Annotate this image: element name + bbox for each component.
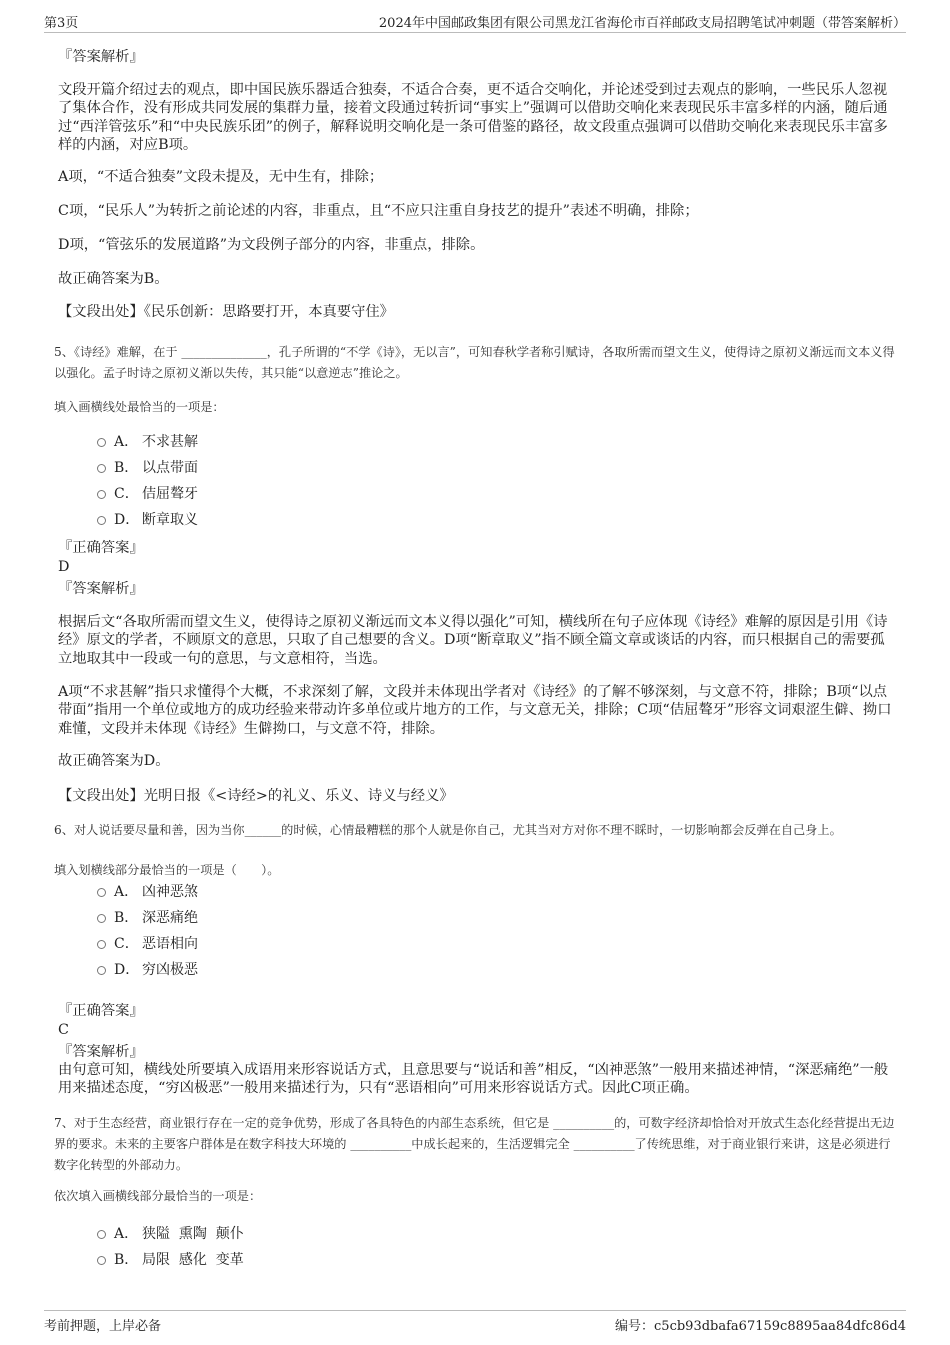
q6-analysis-heading: 『答案解析』 bbox=[58, 1044, 144, 1060]
q5-option-b[interactable]: B． 以点带面 bbox=[97, 459, 198, 477]
q4-analysis-option-c: C项，“民乐人”为转折之前论述的内容，非重点，且“不应只注重自身技艺的提升”表述不明确，排除； bbox=[58, 203, 699, 219]
radio-button-icon[interactable] bbox=[97, 464, 106, 473]
q6-option-c[interactable]: C． 恶语相向 bbox=[97, 935, 198, 953]
q5-option-d[interactable]: D． 断章取义 bbox=[97, 511, 198, 529]
radio-button-icon[interactable] bbox=[97, 1230, 106, 1239]
q5-analysis-options: A项“不求甚解”指只求懂得个大概，不求深刻了解，文段并未体现出学者对《诗经》的了解不够深刻，与文意不符，排除；B项“以点带面”指用一个单位或地方的成功经验来带动许多单位或片地方的工作，与文意无关，排除；C项“佶屈聱牙”形容文词艰涩生僻、拗口难懂，文段并未体现《诗经》生僻拗口，与文意不符，排除。 bbox=[58, 684, 892, 737]
q7-option-a[interactable]: A． 狭隘 熏陶 颠仆 bbox=[97, 1225, 244, 1243]
radio-button-icon[interactable] bbox=[97, 438, 106, 447]
q6-answer-heading: 『正确答案』 bbox=[58, 1003, 144, 1019]
q5-answer: D bbox=[58, 559, 70, 575]
radio-button-icon[interactable] bbox=[97, 888, 106, 897]
footer-slogan: 考前押题，上岸必备 bbox=[44, 1319, 162, 1334]
q4-analysis-option-d: D项，“管弦乐的发展道路”为文段例子部分的内容，非重点，排除。 bbox=[58, 237, 485, 253]
radio-button-icon[interactable] bbox=[97, 1256, 106, 1265]
q6-analysis-paragraph: 由句意可知，横线处所要填入成语用来形容说话方式，且意思要与“说话和善”相反，“凶神恶煞”一般用来描述神情，“深恶痛绝”一般用来描述态度，“穷凶极恶”一般用来描述行为，只有“恶语相向”可用来形容说话方式。因此C项正确。 bbox=[58, 1062, 889, 1097]
q4-conclusion: 故正确答案为B。 bbox=[58, 271, 169, 287]
q5-source: 【文段出处】光明日报《<诗经>的礼义、乐义、诗义与经义》 bbox=[58, 788, 454, 804]
q7-stem: 7、对于生态经营，商业银行存在一定的竞争优势，形成了各具特色的内部生态系统，但它是 __________的，可数字经济却恰恰对开放式生态化经营提出无边界的要求。未来的主要客户群体是在数字科技大环境的 __________中成长起来的，生活逻辑完全 __________了传统思维，对于商业银行来讲，这是必须进行数字化转型的外部动力。 bbox=[54, 1116, 895, 1172]
document-serial: 编号：c5cb93dbafa67159c8895aa84dfc86d4 bbox=[615, 1319, 906, 1334]
q5-stem: 5、《诗经》难解，在于 ______________，孔子所谓的“不学《诗》，无以言”，可知春秋学者称引赋诗，各取所需而望文生义，使得诗之原初义渐远而文本义得以强化。孟子时诗之原初义渐以失传，其只能“以意逆志”推论之。 bbox=[54, 345, 895, 380]
page-footer bbox=[44, 1310, 906, 1333]
radio-button-icon[interactable] bbox=[97, 914, 106, 923]
q5-conclusion: 故正确答案为D。 bbox=[58, 753, 170, 769]
q5-option-a[interactable]: A． 不求甚解 bbox=[97, 433, 198, 451]
q5-analysis-paragraph: 根据后文“各取所需而望文生义，使得诗之原初义渐远而文本义得以强化”可知，横线所在句子应体现《诗经》难解的原因是引用《诗经》原文的学者，不顾原文的意思，只取了自己想要的含义。D项“断章取义”指不顾全篇文章或谈话的内容，而只根据自己的需要孤立地取其中一段或一句的意思，与文意相符，当选。 bbox=[58, 614, 888, 667]
q6-answer: C bbox=[58, 1022, 69, 1038]
page-header bbox=[44, 12, 906, 33]
q5-analysis-heading: 『答案解析』 bbox=[58, 581, 144, 597]
q4-analysis-option-a: A项，“不适合独奏”文段未提及，无中生有，排除； bbox=[58, 169, 384, 185]
q4-source: 【文段出处】《民乐创新：思路要打开，本真要守住》 bbox=[58, 304, 394, 320]
radio-button-icon[interactable] bbox=[97, 490, 106, 499]
q6-option-d[interactable]: D． 穷凶极恶 bbox=[97, 961, 198, 979]
document-title: 2024年中国邮政集团有限公司黑龙江省海伦市百祥邮政支局招聘笔试冲刺题（带答案解析） bbox=[378, 16, 906, 31]
q6-option-b[interactable]: B． 深恶痛绝 bbox=[97, 909, 198, 927]
page-number: 第3页 bbox=[44, 16, 79, 31]
q6-prompt: 填入划横线部分最恰当的一项是（ ）。 bbox=[54, 863, 280, 877]
q4-analysis-heading: 『答案解析』 bbox=[58, 49, 144, 65]
q5-prompt: 填入画横线处最恰当的一项是： bbox=[54, 400, 225, 414]
radio-button-icon[interactable] bbox=[97, 966, 106, 975]
radio-button-icon[interactable] bbox=[97, 516, 106, 525]
q6-option-a[interactable]: A． 凶神恶煞 bbox=[97, 883, 198, 901]
q6-stem: 6、对人说话要尽量和善，因为当你______的时候，心情最糟糕的那个人就是你自己，尤其当对方对你不理不睬时，一切影响都会反弹在自己身上。 bbox=[54, 823, 842, 837]
q7-prompt: 依次填入画横线部分最恰当的一项是： bbox=[54, 1189, 262, 1203]
q5-answer-heading: 『正确答案』 bbox=[58, 540, 144, 556]
q5-option-c[interactable]: C． 佶屈聱牙 bbox=[97, 485, 198, 503]
radio-button-icon[interactable] bbox=[97, 940, 106, 949]
q7-option-b[interactable]: B． 局限 感化 变革 bbox=[97, 1251, 244, 1269]
q4-analysis-paragraph: 文段开篇介绍过去的观点，即中国民族乐器适合独奏，不适合合奏，更不适合交响化，并论述受到过去观点的影响，一些民乐人忽视了集体合作，没有形成共同发展的集群力量，接着文段通过转折词“事实上”强调可以借助交响化来表现民乐丰富多样的内涵，随后通过“西洋管弦乐”和“中央民族乐团”的例子，解释说明交响化是一条可借鉴的路径，故文段重点强调可以借助交响化来表现民乐丰富多样的内涵，对应B项。 bbox=[58, 82, 888, 153]
